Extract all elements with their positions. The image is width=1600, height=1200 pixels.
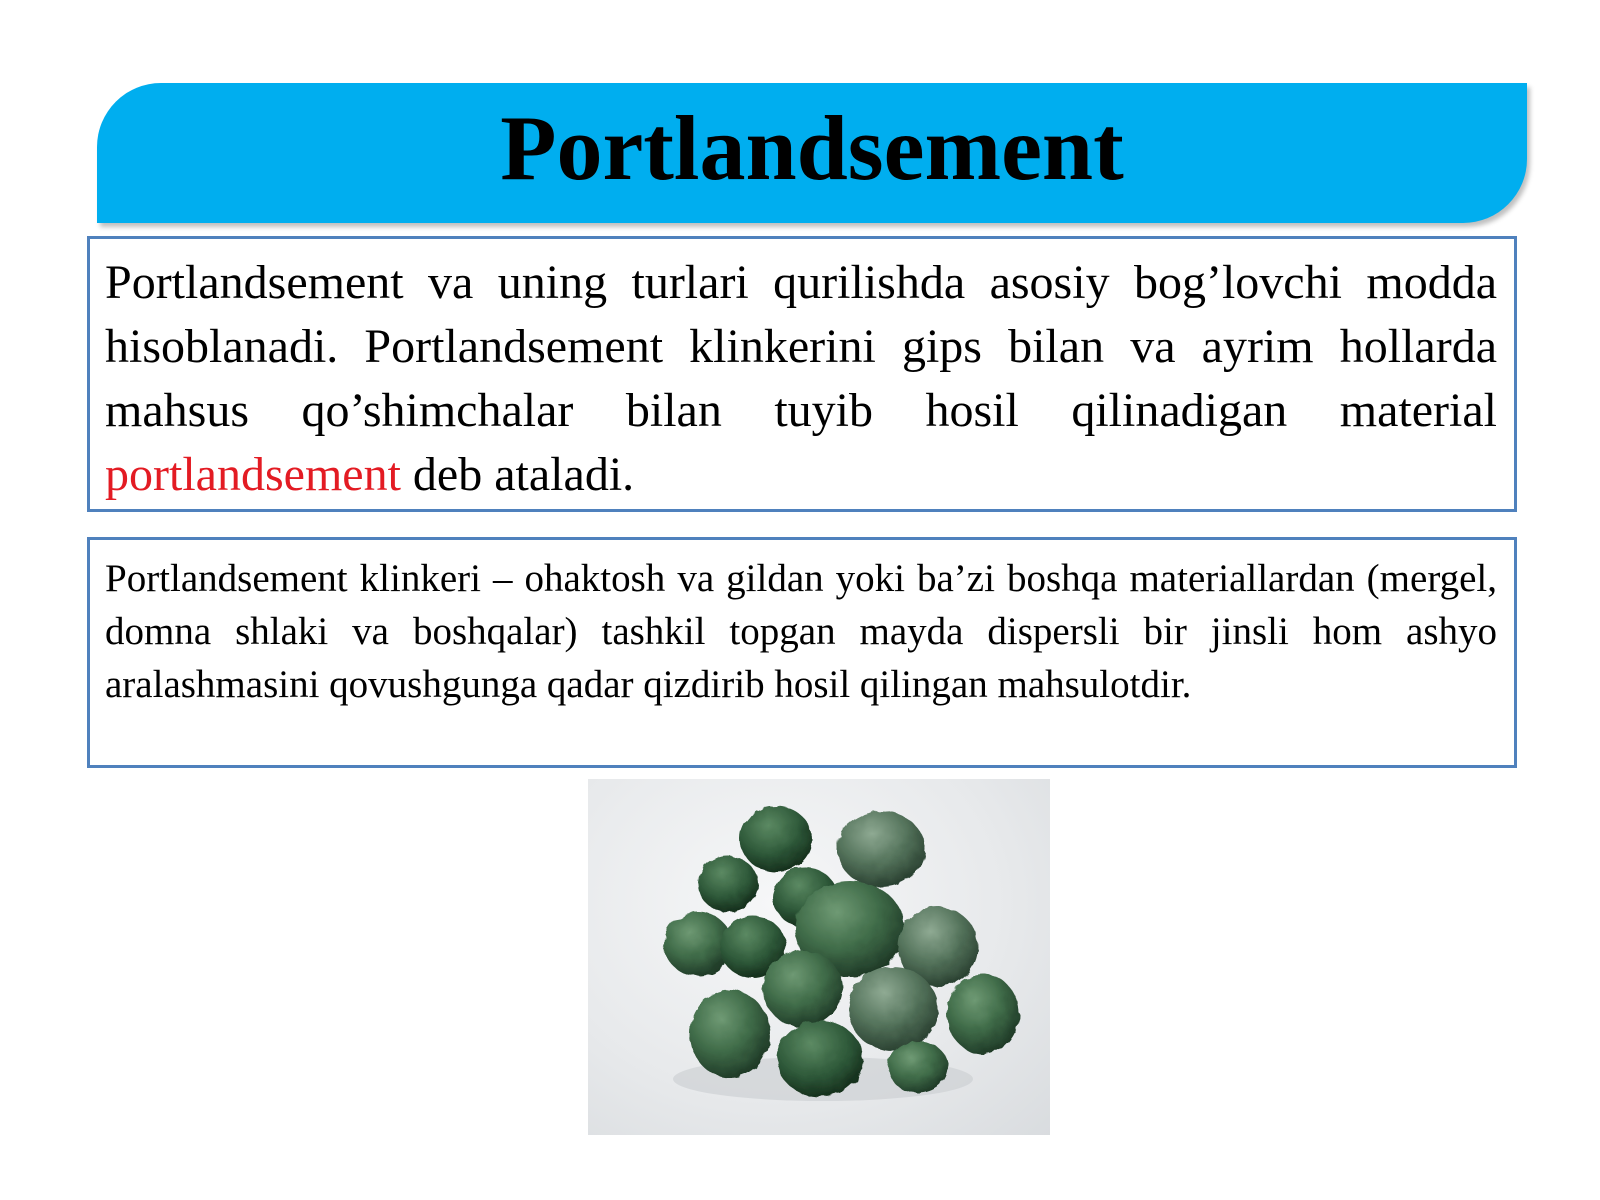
highlighted-term: portlandsement [105,448,401,501]
clinker-description-text: Portlandsement klinkeri – ohaktosh va gildan yoki ba’zi boshqa materiallardan (mergel, domna shlaki va boshqalar) tashkil topgan mayda dispersli bir jinsli hom ashyo aralashmasini qovushgunga qadar qizdirib hosil qilingan mahsulotdir. [105,557,1497,706]
clinker-photo [588,779,1050,1135]
definition-box [87,236,1517,512]
definition-text-end: deb ataladi. [400,448,635,501]
title-banner [97,83,1527,223]
definition-text-start: Portlandsement va uning turlari qurilishda asosiy bog’lovchi modda hisoblanadi. Portlandsement klinkerini gips bilan va ayrim hollarda mahsus qo’shimchalar bilan tuyib hosil qilinadigan material [105,256,1497,437]
clinker-illustration [588,779,1050,1135]
slide-title: Portlandsement [500,97,1124,199]
clinker-description-box [87,537,1517,768]
definition-text [105,251,1497,507]
